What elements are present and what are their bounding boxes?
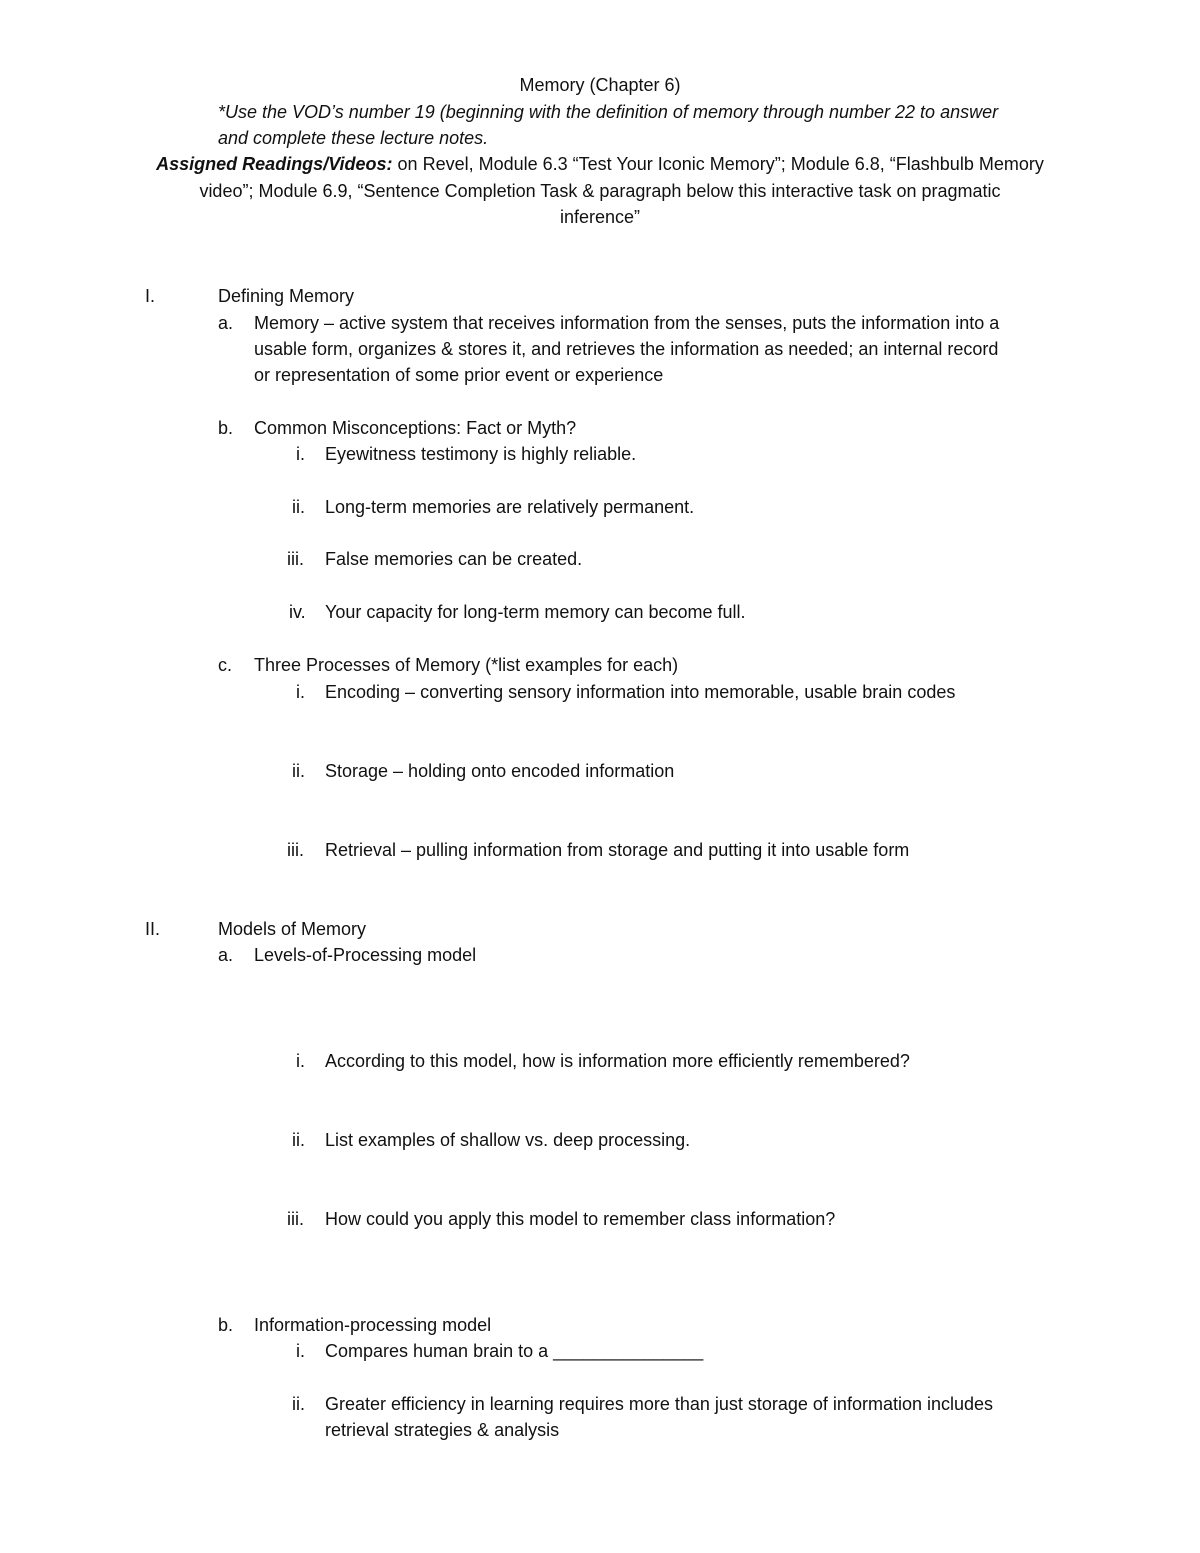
question-item: How could you apply this model to remember class information?	[325, 1209, 836, 1229]
instruction-line-2: and complete these lecture notes.	[218, 128, 489, 148]
process-item: Storage – holding onto encoded information	[325, 761, 675, 781]
list-marker: ii.	[292, 761, 305, 781]
page-title: Memory (Chapter 6)	[519, 75, 681, 95]
information-processing-heading: Information-processing model	[254, 1315, 492, 1335]
list-marker: ii.	[292, 497, 305, 517]
process-item: Encoding – converting sensory information into memorable, usable brain codes	[325, 682, 956, 702]
readings-line-3: inference”	[559, 207, 641, 227]
list-marker: i.	[296, 1051, 305, 1071]
misconceptions-heading: Common Misconceptions: Fact or Myth?	[254, 418, 577, 438]
item-marker: a.	[218, 313, 234, 333]
memory-definition-line-3: or representation of some prior event or experience	[254, 365, 664, 385]
list-marker: iii.	[287, 549, 304, 569]
section-2-number: II.	[145, 919, 161, 939]
instruction-line-1: *Use the VOD’s number 19 (beginning with the definition of memory through number 22 to answer	[218, 102, 999, 122]
item-marker: a.	[218, 945, 234, 965]
misconception-item: Your capacity for long-term memory can become full.	[325, 602, 746, 622]
processes-heading: Three Processes of Memory (*list examples for each)	[254, 655, 679, 675]
misconception-item: Eyewitness testimony is highly reliable.	[325, 444, 637, 464]
list-marker: i.	[296, 1341, 305, 1361]
section-1-title: Defining Memory	[218, 286, 355, 306]
list-marker: i.	[296, 682, 305, 702]
misconception-item: Long-term memories are relatively permanent.	[325, 497, 695, 517]
memory-definition-line-2: usable form, organizes & stores it, and retrieves the information as needed; an internal record	[254, 339, 999, 359]
readings-line-2: video”; Module 6.9, “Sentence Completion Task & paragraph below this interactive task on pragmatic	[199, 181, 1001, 201]
list-marker: i.	[296, 444, 305, 464]
question-item: According to this model, how is information more efficiently remembered?	[325, 1051, 910, 1071]
readings-label: Assigned Readings/Videos:	[156, 154, 393, 174]
readings-text: on Revel, Module 6.3 “Test Your Iconic Memory”; Module 6.8, “Flashbulb Memory	[392, 154, 1044, 174]
misconception-item: False memories can be created.	[325, 549, 583, 569]
efficiency-item-line-2: retrieval strategies & analysis	[325, 1420, 560, 1440]
readings-line-1	[0, 153, 1200, 175]
question-item: List examples of shallow vs. deep processing.	[325, 1130, 691, 1150]
levels-of-processing-heading: Levels-of-Processing model	[254, 945, 477, 965]
list-marker: iii.	[287, 840, 304, 860]
section-2-title: Models of Memory	[218, 919, 367, 939]
list-marker: ii.	[292, 1394, 305, 1414]
list-marker: iv.	[289, 602, 306, 622]
item-marker: b.	[218, 1315, 234, 1335]
efficiency-item-line-1: Greater efficiency in learning requires more than just storage of information includes	[325, 1394, 994, 1414]
process-item: Retrieval – pulling information from storage and putting it into usable form	[325, 840, 910, 860]
section-1-number: I.	[145, 286, 156, 306]
list-marker: iii.	[287, 1209, 304, 1229]
fill-in-item: Compares human brain to a _______________	[325, 1341, 704, 1361]
list-marker: ii.	[292, 1130, 305, 1150]
item-marker: b.	[218, 418, 234, 438]
memory-definition-line-1: Memory – active system that receives information from the senses, puts the information into a	[254, 313, 1000, 333]
item-marker: c.	[218, 655, 233, 675]
